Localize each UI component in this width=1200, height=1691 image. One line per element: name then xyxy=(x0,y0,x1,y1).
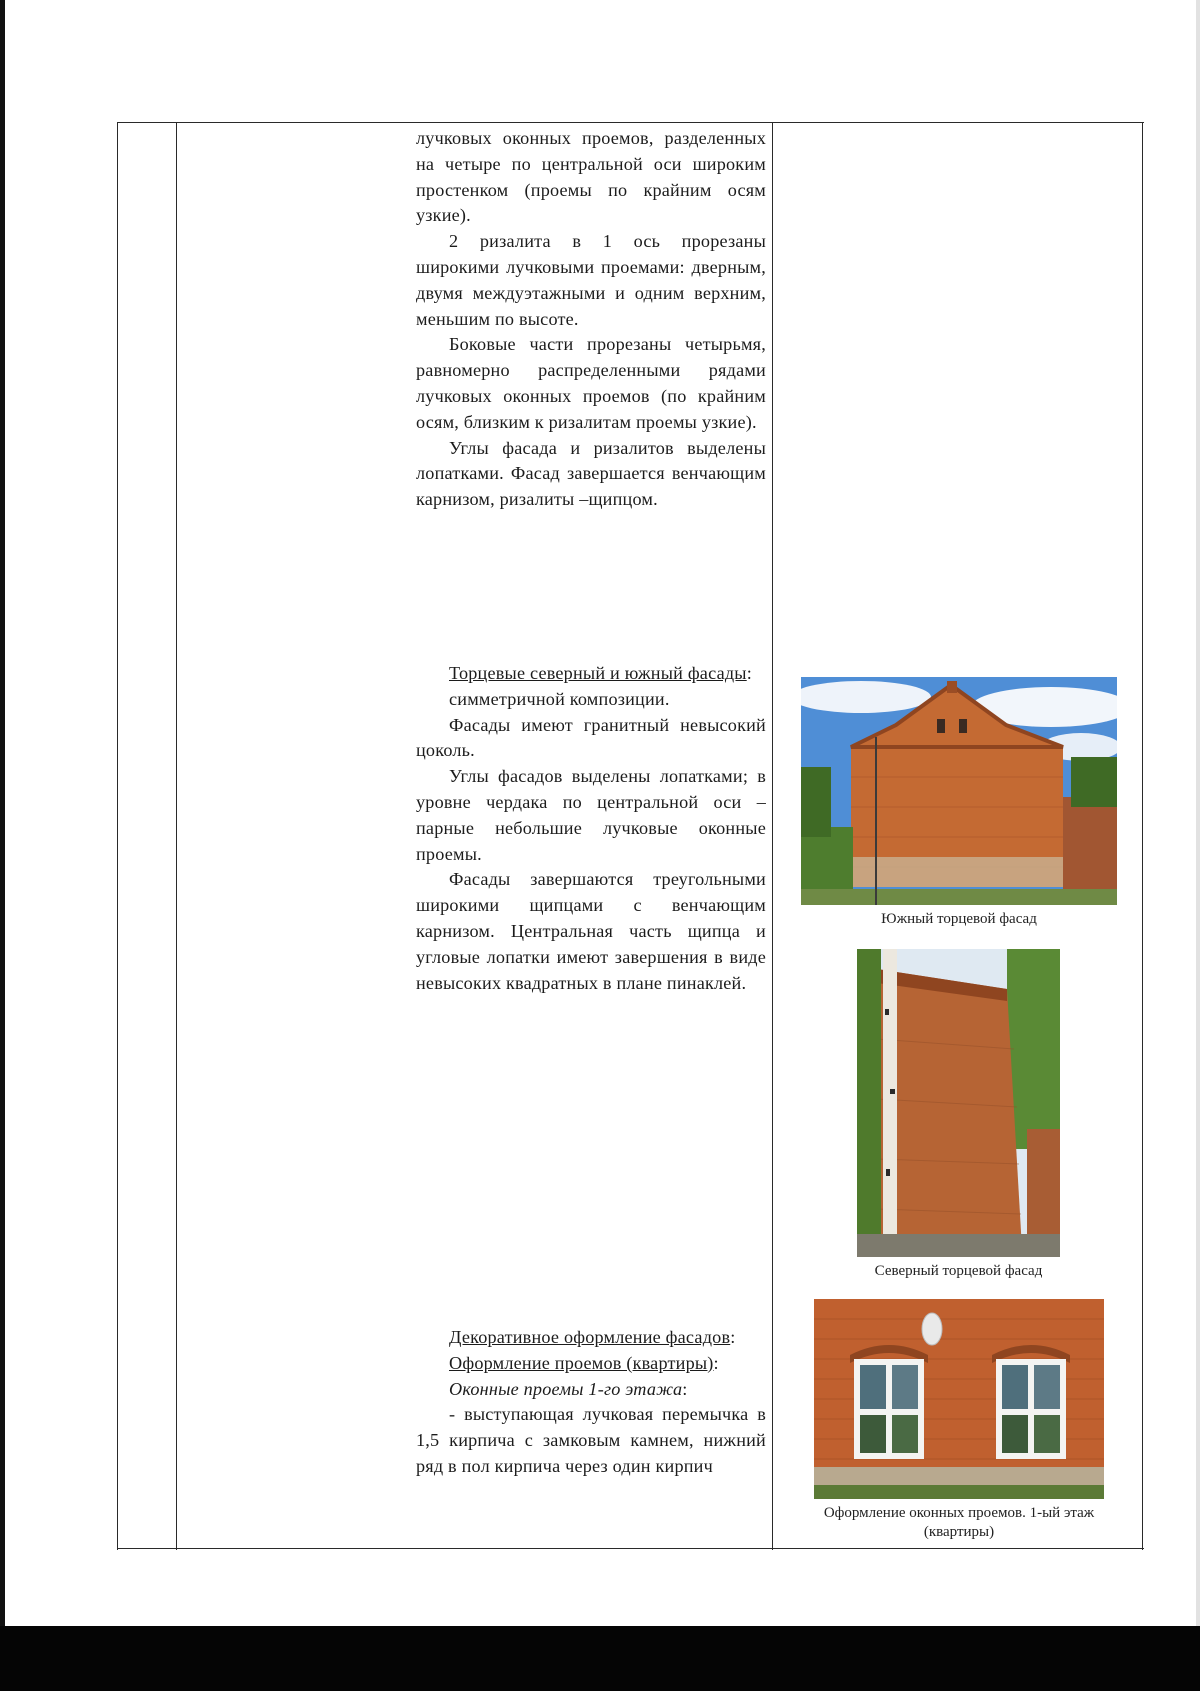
decoration-block xyxy=(416,1325,766,1480)
subsection-heading: Оформление проемов (квартиры) xyxy=(449,1352,714,1373)
italic-colon: : xyxy=(682,1378,688,1399)
subheading-colon: : xyxy=(713,1352,719,1373)
figure-caption: Южный торцевой фасад xyxy=(881,911,1037,927)
north-facade-photo xyxy=(857,949,1060,1257)
figure-caption: Оформление оконных проемов. 1-ый этаж (квартиры) xyxy=(823,1505,1095,1540)
paragraph: симметричной композиции. xyxy=(449,688,670,709)
heading-colon: : xyxy=(746,663,752,683)
paragraph: - выступающая лучковая перемычка в 1,5 кирпича с замковым камнем, нижний ряд в пол кирпича через один кирпич xyxy=(416,1404,766,1476)
paragraph: лучковых оконных проемов, разделенных на четыре по центральной оси широким простенком (проемы по крайним осям узкие). xyxy=(416,128,766,226)
paragraph: Боковые части прорезаны четырьмя, равномерно распределенными рядами лучковых оконных проемов (по крайним осям, близким к ризалитам проемы узкие). xyxy=(416,334,766,432)
table-border-right xyxy=(1142,122,1143,1550)
scan-edge-left xyxy=(0,0,5,1691)
table-column-divider-2 xyxy=(772,122,773,1550)
table-border-bottom xyxy=(117,1548,1144,1549)
heading-colon: : xyxy=(730,1327,736,1347)
figure-caption: Северный торцевой фасад xyxy=(874,1263,1043,1279)
window-detail-photo xyxy=(814,1299,1104,1499)
paragraph: Фасады имеют гранитный невысокий цоколь. xyxy=(416,714,766,761)
paragraph: Фасады завершаются треугольными широкими щипцами с венчающим карнизом. Центральная часть щипца и угловые лопатки имеют завершения в виде невысоких квадратных в плане пинаклей. xyxy=(416,869,766,993)
table-border-top xyxy=(117,122,1144,123)
south-facade-photo xyxy=(801,677,1117,905)
scan-edge-right xyxy=(1196,0,1200,1691)
paragraph: Углы фасада и ризалитов выделены лопатками. Фасад завершается венчающим карнизом, ризалиты –щипцом. xyxy=(416,437,766,510)
italic-subheading: Оконные проемы 1-го этажа xyxy=(449,1378,683,1399)
end-facades-block xyxy=(416,661,766,996)
paragraph: 2 ризалита в 1 ось прорезаны широкими лучковыми проемами: дверным, двумя междуэтажными и одним верхним, меньшим по высоте. xyxy=(416,231,766,329)
facade-description-block xyxy=(416,126,766,513)
section-heading: Декоративное оформление фасадов xyxy=(449,1327,731,1347)
scan-edge-bottom xyxy=(0,1626,1200,1691)
section-heading: Торцевые северный и южный фасады xyxy=(449,663,747,683)
table-border-left xyxy=(117,122,118,1550)
table-column-divider-1 xyxy=(176,122,177,1550)
paragraph: Углы фасадов выделены лопатками; в уровне чердака по центральной оси – парные небольшие лучковые оконные проемы. xyxy=(416,766,766,864)
